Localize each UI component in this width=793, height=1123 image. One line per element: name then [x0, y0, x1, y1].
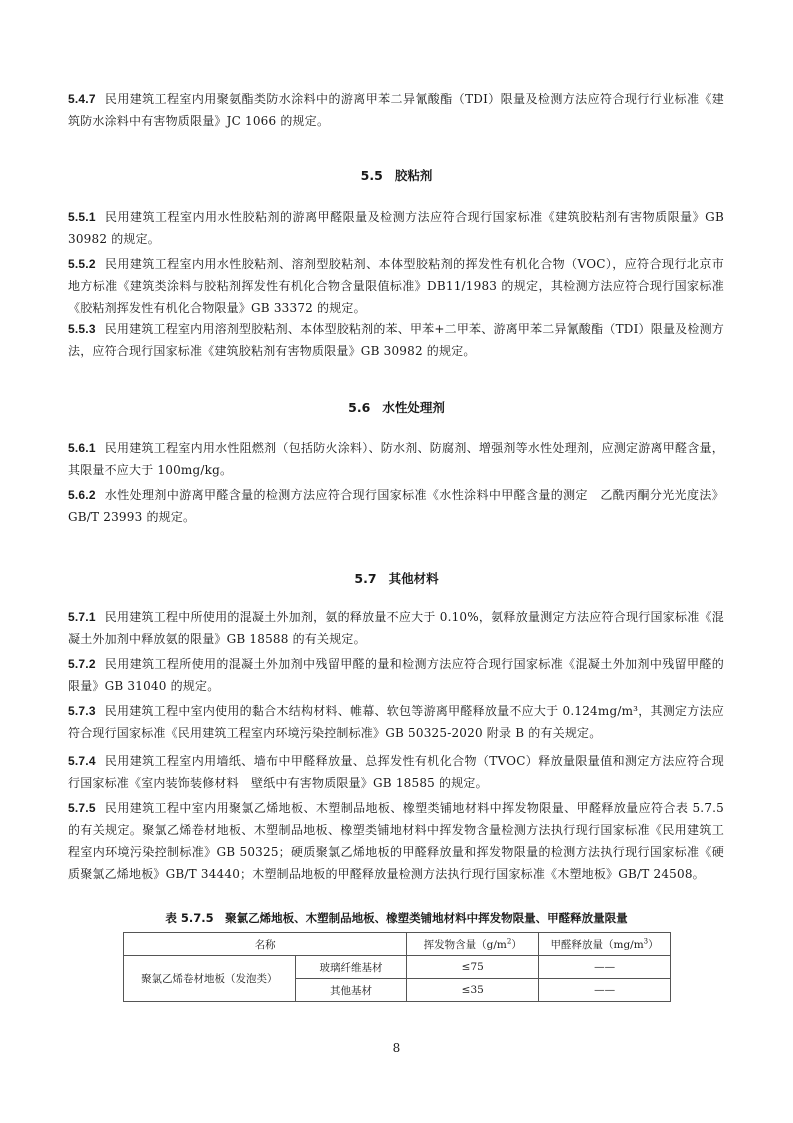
- clause-text: 民用建筑工程室内用水性胶粘剂的游离甲醛限量及检测方法应符合现行国家标准《建筑胶粘剂有害物质限量》GB 30982 的规定。: [68, 210, 724, 246]
- sub-type-cell: 玻璃纤维基材: [295, 956, 407, 979]
- section-heading-5-7: [0, 569, 793, 587]
- clause-5-7-2: [68, 653, 724, 697]
- table-row: [124, 956, 671, 979]
- formaldehyde-cell: ——: [539, 979, 671, 1002]
- header-formaldehyde-sup: 3: [643, 937, 649, 945]
- clause-text: 民用建筑工程室内用墙纸、墙布中甲醛释放量、总挥发性有机化合物（TVOC）释放量限量值和测定方法应符合现行国家标准《室内装饰装修材料 壁纸中有害物质限量》GB 18585 的规定。: [68, 754, 724, 790]
- header-formaldehyde: [539, 933, 671, 956]
- clause-5-7-3: [68, 700, 724, 744]
- section-title: 胶粘剂: [394, 168, 433, 183]
- clause-text: 民用建筑工程所使用的混凝土外加剂中残留甲醛的量和检测方法应符合现行国家标准《混凝土外加剂中残留甲醛的限量》GB 31040 的规定。: [68, 657, 724, 693]
- clause-5-7-5: [68, 797, 724, 885]
- clause-5-5-2: [68, 253, 724, 319]
- header-volatile-label: 挥发物含量（g/m: [423, 938, 507, 951]
- clause-number: 5.5.1: [68, 210, 96, 224]
- clause-5-6-2: [68, 484, 724, 528]
- volatile-cell: ≤35: [407, 979, 539, 1002]
- section-number: 5.7: [354, 571, 377, 586]
- group-cell: 聚氯乙烯卷材地板（发泡类）: [124, 956, 296, 1002]
- clause-5-5-1: [68, 206, 724, 250]
- header-formaldehyde-end: ）: [648, 938, 659, 951]
- clause-text: 民用建筑工程室内用水性阻燃剂（包括防火涂料）、防水剂、防腐剂、增强剂等水性处理剂，应测定游离甲醛含量，其限量不应大于 100mg/kg。: [68, 441, 724, 477]
- section-title: 水性处理剂: [382, 400, 445, 415]
- header-volatile-sup: 2: [506, 937, 512, 945]
- clause-text: 民用建筑工程中室内用聚氯乙烯地板、木塑制品地板、橡塑类铺地材料中挥发物限量、甲醛释放量应符合表 5.7.5 的有关规定。聚氯乙烯卷材地板、木塑制品地板、橡塑类铺地材料中挥发物含量检测方法执行现行国家标准《民用建筑工程室内环境污染控制标准》GB 50325；硬质聚氯乙烯地板的甲醛释放量和挥发物限量的检测方法执行现行国家标准《硬质聚氯乙烯地板》GB/T 34440；木塑制品地板的甲醛释放量检测方法执行现行国家标准《木塑地板》GB/T 24508。: [68, 801, 724, 881]
- clause-number: 5.7.3: [68, 704, 96, 718]
- clause-number: 5.7.4: [68, 754, 96, 768]
- table-caption: 表 5.7.5 聚氯乙烯地板、木塑制品地板、橡塑类铺地材料中挥发物限量、甲醛释放量限量: [165, 911, 628, 925]
- clause-number: 5.7.2: [68, 657, 96, 671]
- clause-number: 5.7.5: [68, 801, 96, 815]
- header-volatile-end: ）: [511, 938, 522, 951]
- clause-text: 水性处理剂中游离甲醛含量的检测方法应符合现行国家标准《水性涂料中甲醛含量的测定 乙酰丙酮分光光度法》GB/T 23993 的规定。: [68, 488, 724, 524]
- table-header-row: [124, 933, 671, 956]
- clause-5-7-4: [68, 750, 724, 794]
- section-number: 5.6: [348, 400, 371, 415]
- section-heading-5-5: [0, 166, 793, 184]
- clause-number: 5.4.7: [68, 92, 96, 106]
- sub-type-cell: 其他基材: [295, 979, 407, 1002]
- clause-text: 民用建筑工程中室内使用的黏合木结构材料、帷幕、软包等游离甲醛释放量不应大于 0.124mg/m³，其测定方法应符合现行国家标准《民用建筑工程室内环境污染控制标准》GB 50325-2020 附录 B 的有关规定。: [68, 704, 724, 740]
- header-volatile: [407, 933, 539, 956]
- clause-5-4-7: [68, 88, 724, 132]
- clause-5-6-1: [68, 437, 724, 481]
- clause-text: 民用建筑工程中所使用的混凝土外加剂，氨的释放量不应大于 0.10%，氨释放量测定方法应符合现行国家标准《混凝土外加剂中释放氨的限量》GB 18588 的有关规定。: [68, 610, 724, 646]
- clause-5-5-3: [68, 318, 724, 362]
- header-name: 名称: [124, 933, 407, 956]
- clause-number: 5.6.2: [68, 488, 96, 502]
- limits-table: [123, 932, 671, 1002]
- volatile-cell: ≤75: [407, 956, 539, 979]
- clause-number: 5.7.1: [68, 610, 96, 624]
- clause-text: 民用建筑工程室内用溶剂型胶粘剂、本体型胶粘剂的苯、甲苯+二甲苯、游离甲苯二异氰酸酯（TDI）限量及检测方法，应符合现行国家标准《建筑胶粘剂有害物质限量》GB 30982 的规定。: [68, 322, 724, 358]
- section-title: 其他材料: [388, 571, 439, 586]
- page-number: 8: [392, 1041, 401, 1055]
- section-heading-5-6: [0, 398, 793, 416]
- formaldehyde-cell: ——: [539, 956, 671, 979]
- section-number: 5.5: [360, 168, 383, 183]
- clause-text: 民用建筑工程室内用水性胶粘剂、溶剂型胶粘剂、本体型胶粘剂的挥发性有机化合物（VOC），应符合现行北京市地方标准《建筑类涂料与胶粘剂挥发性有机化合物含量限值标准》DB11/1983 的规定，其检测方法应符合现行国家标准《胶粘剂挥发性有机化合物限量》GB 33372 的规定。: [68, 257, 724, 315]
- clause-text: 民用建筑工程室内用聚氨酯类防水涂料中的游离甲苯二异氰酸酯（TDI）限量及检测方法应符合现行行业标准《建筑防水涂料中有害物质限量》JC 1066 的规定。: [68, 92, 724, 128]
- clause-number: 5.5.3: [68, 322, 96, 336]
- header-formaldehyde-label: 甲醛释放量（mg/m: [550, 938, 644, 951]
- clause-number: 5.6.1: [68, 441, 96, 455]
- clause-number: 5.5.2: [68, 257, 96, 271]
- clause-5-7-1: [68, 606, 724, 650]
